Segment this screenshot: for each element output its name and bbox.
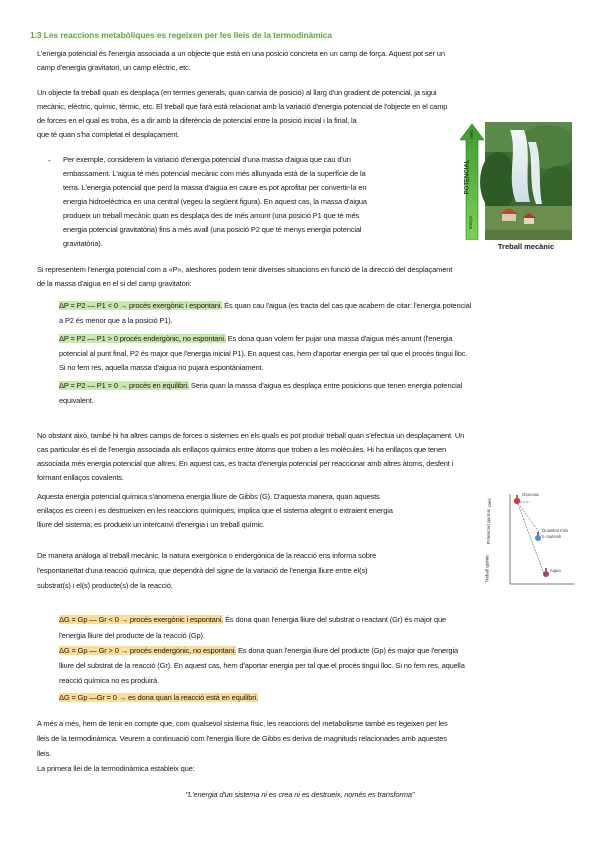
potential-bottom-label: menys	[468, 215, 474, 230]
text: Es dona quan volem fer pujar una massa d'aigua més amunt (l'energia	[225, 334, 453, 343]
bullet-line: embassament. L'aigua té més potencial mecànic com més allunyada està de la superfície de la	[63, 169, 366, 178]
paragraph-line: enllaços es creen i es destrueixen en les reaccions químiques, implica que el sistema afegint o extraient energia	[37, 506, 393, 515]
paragraph-line: A més a més, hem de tenir en compte que, com qualsevol sistema físic, les reaccions del metabolisme també es regeixen per les	[37, 719, 448, 728]
delta-g-negative	[59, 614, 446, 627]
delta-p-negative	[59, 300, 471, 313]
paragraph-line: camp d'energia gravitatori, un camp elèctric, etc.	[37, 63, 191, 72]
mid-label-2: o coulomb	[542, 534, 562, 539]
delta-p-positive	[59, 333, 452, 346]
text: És dona quan l'energia lliure del substrat o reactant (Gr) és major que	[223, 615, 446, 624]
paragraph-line: Un objecte fa treball quan es desplaça (en termes generals, quan canvia de posició) al llarg d'un gradient de potencial, ja sigui	[37, 88, 437, 97]
paragraph-line: a P2 és menor que a la posició P1).	[59, 316, 173, 325]
figure-caption: Treball mecànic	[497, 242, 555, 251]
water-label: Aigua	[550, 568, 561, 573]
bullet-line: Per exemple, considerem la variació d'energia potencial d'una massa d'aigua que cau d'un	[63, 155, 351, 164]
highlight: ΔG = Gp —Gr = 0 → es dona quan la reacció està en equilibri.	[59, 693, 259, 702]
section-title: 1.3 Les reaccions metabòliques es regeixen per les lleis de la termodinàmica	[30, 30, 333, 40]
paragraph-line: Si representem l'energia potencial com a «P», aleshores podem tenir diverses situacions en funció de la direcció del desplaçament	[37, 265, 453, 274]
chemical-potential-figure	[486, 488, 576, 588]
paragraph-line: mecànic, elèctric, químic, tèrmic, etc. El treball que farà està relacionat amb la variació d'energia potencial de l'objecte en el camp	[37, 102, 448, 111]
waterfall-figure	[458, 122, 572, 240]
paragraph-line: lleis de la termodinàmica. Veurem a continuació com l'energia lliure de Gibbs es deriva de magnituds relacionades amb aquestes	[37, 734, 447, 743]
bullet-line: produeix un treball mecànic quan es desplaça des de més amunt (una posició P1 que té més	[63, 211, 360, 220]
paragraph-line: l'espontaneïtat d'una reacció química, que dependrà del signe de la variació de l'energia lliure entre el(s)	[37, 566, 368, 575]
bullet-line: gravitatòria).	[63, 239, 103, 248]
highlight: ΔG = Gp — Gr < 0 → procés exergònic i espontani.	[59, 615, 224, 624]
paragraph-line: L'energia potencial és l'energia associada a un objecte que està en una posició concreta en un camp de força. Aquest pot ser un	[37, 49, 445, 58]
paragraph-line: Si no fem res, aquella massa d'aigua no pujarà espontàniament.	[59, 363, 264, 372]
highlight: ΔG = Gp — Gr > 0 → procés endergònic, no espontani.	[59, 646, 237, 655]
paragraph-line: potencial al punt final, P2 és major que l'energia inicial P1). En aquest cas, hem d'aportar energia per tal que el procés tingui lloc.	[59, 349, 468, 358]
bullet-line: energia hidroelèctrica en una central (vegeu la següent figura). En aquest cas, la massa d'aigua	[63, 197, 367, 206]
paragraph-line: equivalent.	[59, 396, 94, 405]
paragraph-line: substrat(s) i el(s) producte(s) de la reacció.	[37, 581, 173, 590]
bullet-dash: -	[48, 156, 51, 165]
paragraph-line: lliure del substrat de la reacció (Gr). En aquest cas, hem d'aportar energia per tal que el procés tingui lloc. Si no fem res, aquella	[59, 661, 465, 670]
text: Es dona quan l'energia lliure del producte (Gp) és major que l'energia	[236, 646, 458, 655]
chemical-axis-label: Potencial químic	[487, 508, 493, 545]
paragraph-line: lleis.	[37, 749, 52, 758]
paragraph-line: formant enllaços covalents.	[37, 473, 124, 482]
highlight: ΔP = P2 — P1 > 0 procés endergònic, no espontani.	[59, 334, 226, 343]
highlight: ΔP = P2 — P1 < 0 → procés exergònic i espontani.	[59, 301, 223, 310]
chemical-axis-sub: més	[486, 498, 492, 507]
waterfall-image	[458, 122, 572, 240]
paragraph-line: que té quan s'ha completat el desplaçament.	[37, 130, 180, 139]
bullet-line: terra. L'energia potencial que perd la massa d'aigua en caure es pot aprofitar per convertir-la en	[63, 183, 367, 192]
paragraph-line: Aquesta energia potencial química s'anomena energia lliure de Gibbs (G). D'aquesta manera, quan aquests	[37, 492, 380, 501]
paragraph-line: De manera anàloga al treball mecànic, la natura exergònica o endergònica de la reacció ens informa sobre	[37, 551, 377, 560]
delta-g-zero	[59, 692, 258, 705]
paragraph-line: l'energia lliure del producte de la reacció (Gp).	[59, 631, 205, 640]
mid-label-1: Quantitat més	[542, 528, 569, 533]
delta-p-zero	[59, 380, 462, 393]
paragraph-line: lliure del sistema; es produeix un intercanvi d'energia i un treball químic.	[37, 520, 265, 529]
glucose-label: Glucosa	[522, 492, 539, 497]
paragraph-line: de forces en el qual es troba, és a dir amb la diferència de potencial entre la posició inicial i la final, la	[37, 116, 357, 125]
paragraph-line: La primera llei de la termodinàmica estableix que:	[37, 764, 195, 773]
paragraph-line: cas particular és el de l'energia associada als enllaços químics entre àtoms que troben a les molècules. Hi ha enllaços que tenen	[37, 445, 446, 454]
paragraph-line: reacció química no es produirà.	[59, 676, 159, 685]
text: És quan cau l'aigua (es tracta del cas que acabem de citar: l'energia potencial	[222, 301, 472, 310]
bullet-line: energia potencial gravitatòria) fins a més avall (una posició P2 que té menys energia potencial	[63, 225, 362, 234]
paragraph-line: No obstant això, també hi ha altres camps de forces o sistemes en els quals es pot produir treball quan s'efectua un desplaçament. Un	[37, 431, 465, 440]
paragraph-line: de la massa d'aigua en el si del camp gravitatori:	[37, 279, 192, 288]
potential-top-label: més	[468, 130, 474, 139]
highlight: ΔP = P2 — P1 = 0 → procés en equilibri.	[59, 381, 189, 390]
law-quote: "L'energia d'un sistema ni es crea ni es destrueix, només es transforma"	[185, 790, 415, 799]
bullet-paragraph	[63, 154, 443, 252]
text: Seria quan la massa d'aigua es desplaça entre posicions que tenen energia potencial	[188, 381, 463, 390]
chemical-potential-diagram	[486, 488, 576, 588]
potential-axis-label: POTENCIAL	[464, 159, 471, 195]
chemical-work-label: Treball químic	[484, 554, 490, 583]
delta-g-positive	[59, 645, 458, 658]
paragraph-line: associada més energia potencial que altres. En aquest cas, es tracta d'energia potencial per reaccionar amb altres àtoms, desfent i	[37, 459, 454, 468]
